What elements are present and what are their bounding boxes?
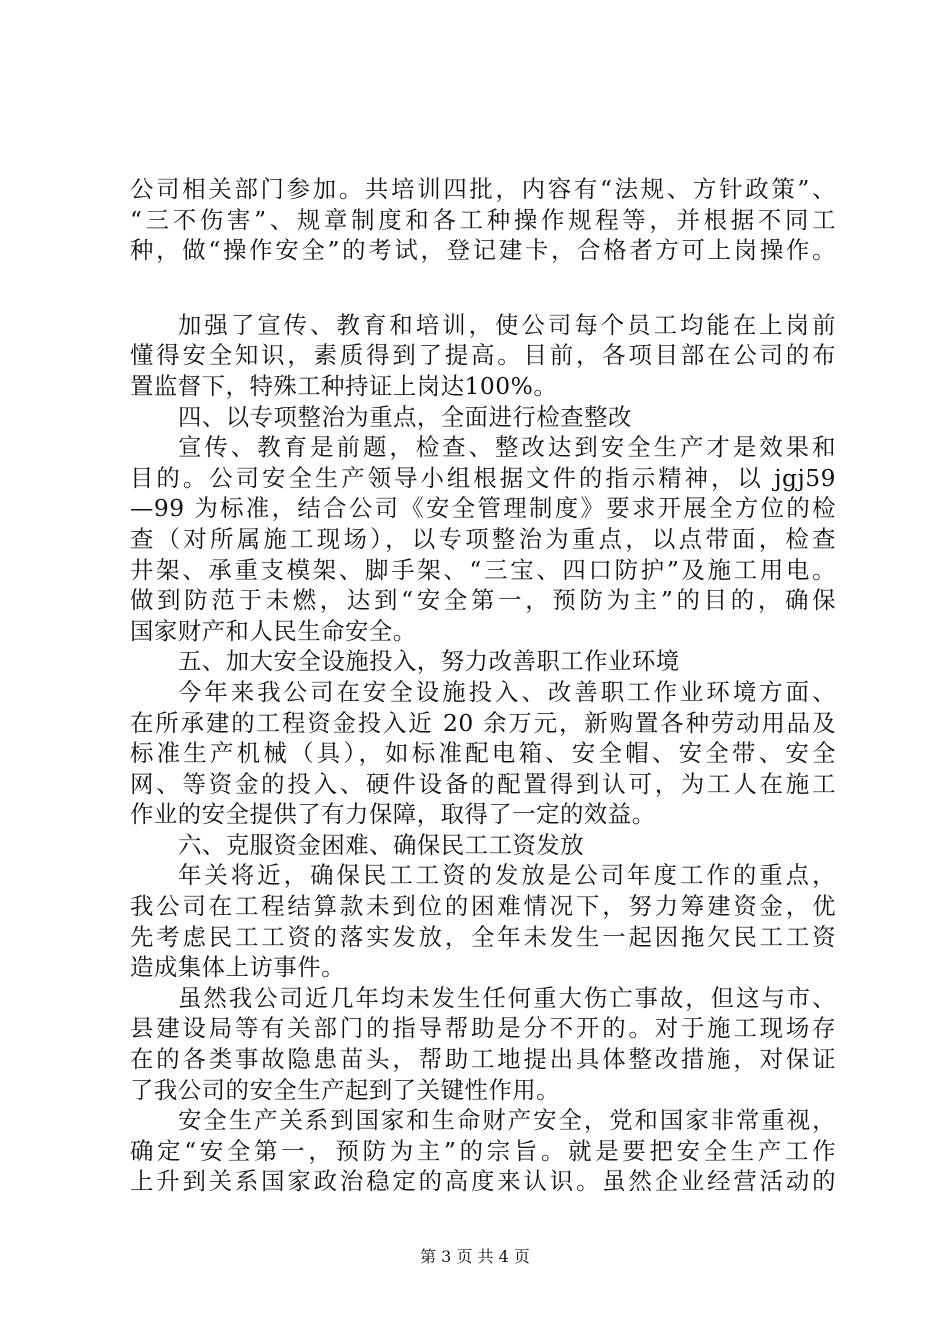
text-line: 今年来我公司在安全设施投入、改善职工作业环境方面、 <box>178 677 836 706</box>
section-heading: 四、以专项整治为重点，全面进行检查整改 <box>178 402 632 431</box>
text-line: 宣传、教育是前题，检查、整改达到安全生产才是效果和 <box>178 433 836 462</box>
text-line: “三不伤害”、规章制度和各工种操作规程等，并根据不同工 <box>130 205 836 234</box>
text-line: 县建设局等有关部门的指导帮助是分不开的。对于施工现场存 <box>130 1014 836 1043</box>
text-line: 了我公司的安全生产起到了关键性作用。 <box>130 1075 561 1104</box>
text-line: 我公司在工程结算款未到位的困难情况下，努力筹建资金，优 <box>130 892 836 921</box>
text-line: 国家财产和人民生命安全。 <box>130 616 417 645</box>
text-line: 作业的安全提供了有力保障，取得了一定的效益。 <box>130 800 656 829</box>
document-body <box>130 174 836 1197</box>
text-line: 标准生产机械（具），如标准配电箱、安全帽、安全带、安全 <box>130 739 836 768</box>
text-line: 上升到关系国家政治稳定的高度来认识。虽然企业经营活动的 <box>130 1167 836 1196</box>
text-line: 井架、承重支模架、脚手架、“三宝、四口防护”及施工用电。 <box>130 555 836 584</box>
text-line: 在所承建的工程资金投入近 20 余万元，新购置各种劳动用品及 <box>130 708 836 737</box>
text-line: 造成集体上访事件。 <box>130 953 346 982</box>
page-footer <box>0 1247 950 1267</box>
text-line: 安全生产关系到国家和生命财产安全，党和国家非常重视， <box>178 1106 836 1135</box>
paragraph-gap <box>130 266 836 310</box>
text-line: 虽然我公司近几年均未发生任何重大伤亡事故，但这与市、 <box>178 983 836 1012</box>
text-line: 网、等资金的投入、硬件设备的配置得到认可，为工人在施工 <box>130 769 836 798</box>
text-line: 目的。公司安全生产领导小组根据文件的指示精神，以 jgj59 <box>130 463 836 492</box>
text-line: 做到防范于未燃，达到“安全第一，预防为主”的目的，确保 <box>130 586 836 615</box>
text-line: 加强了宣传、教育和培训，使公司每个员工均能在上岗前 <box>178 310 836 339</box>
text-line: 查（对所属施工现场），以专项整治为重点，以点带面，检查 <box>130 524 836 553</box>
section-heading: 五、加大安全设施投入，努力改善职工作业环境 <box>178 647 680 676</box>
text-line: 懂得安全知识，素质得到了提高。目前，各项目部在公司的布 <box>130 341 836 370</box>
page-number-label: 第 3 页 共 4 页 <box>420 1247 530 1266</box>
text-line: —99 为标准，结合公司《安全管理制度》要求开展全方位的检 <box>130 494 836 523</box>
text-line: 年关将近，确保民工工资的发放是公司年度工作的重点， <box>178 861 836 890</box>
text-line: 确定“安全第一，预防为主”的宗旨。就是要把安全生产工作 <box>130 1136 836 1165</box>
text-line: 置监督下，特殊工种持证上岗达100%。 <box>130 371 558 400</box>
text-line: 种，做“操作安全”的考试，登记建卡，合格者方可上岗操作。 <box>130 236 836 265</box>
section-heading: 六、克服资金困难、确保民工工资发放 <box>178 830 585 859</box>
text-line: 先考虑民工工资的落实发放，全年未发生一起因拖欠民工工资 <box>130 922 836 951</box>
text-line: 公司相关部门参加。共培训四批，内容有“法规、方针政策”、 <box>130 175 836 203</box>
text-line: 在的各类事故隐患苗头，帮助工地提出具体整改措施，对保证 <box>130 1045 836 1074</box>
